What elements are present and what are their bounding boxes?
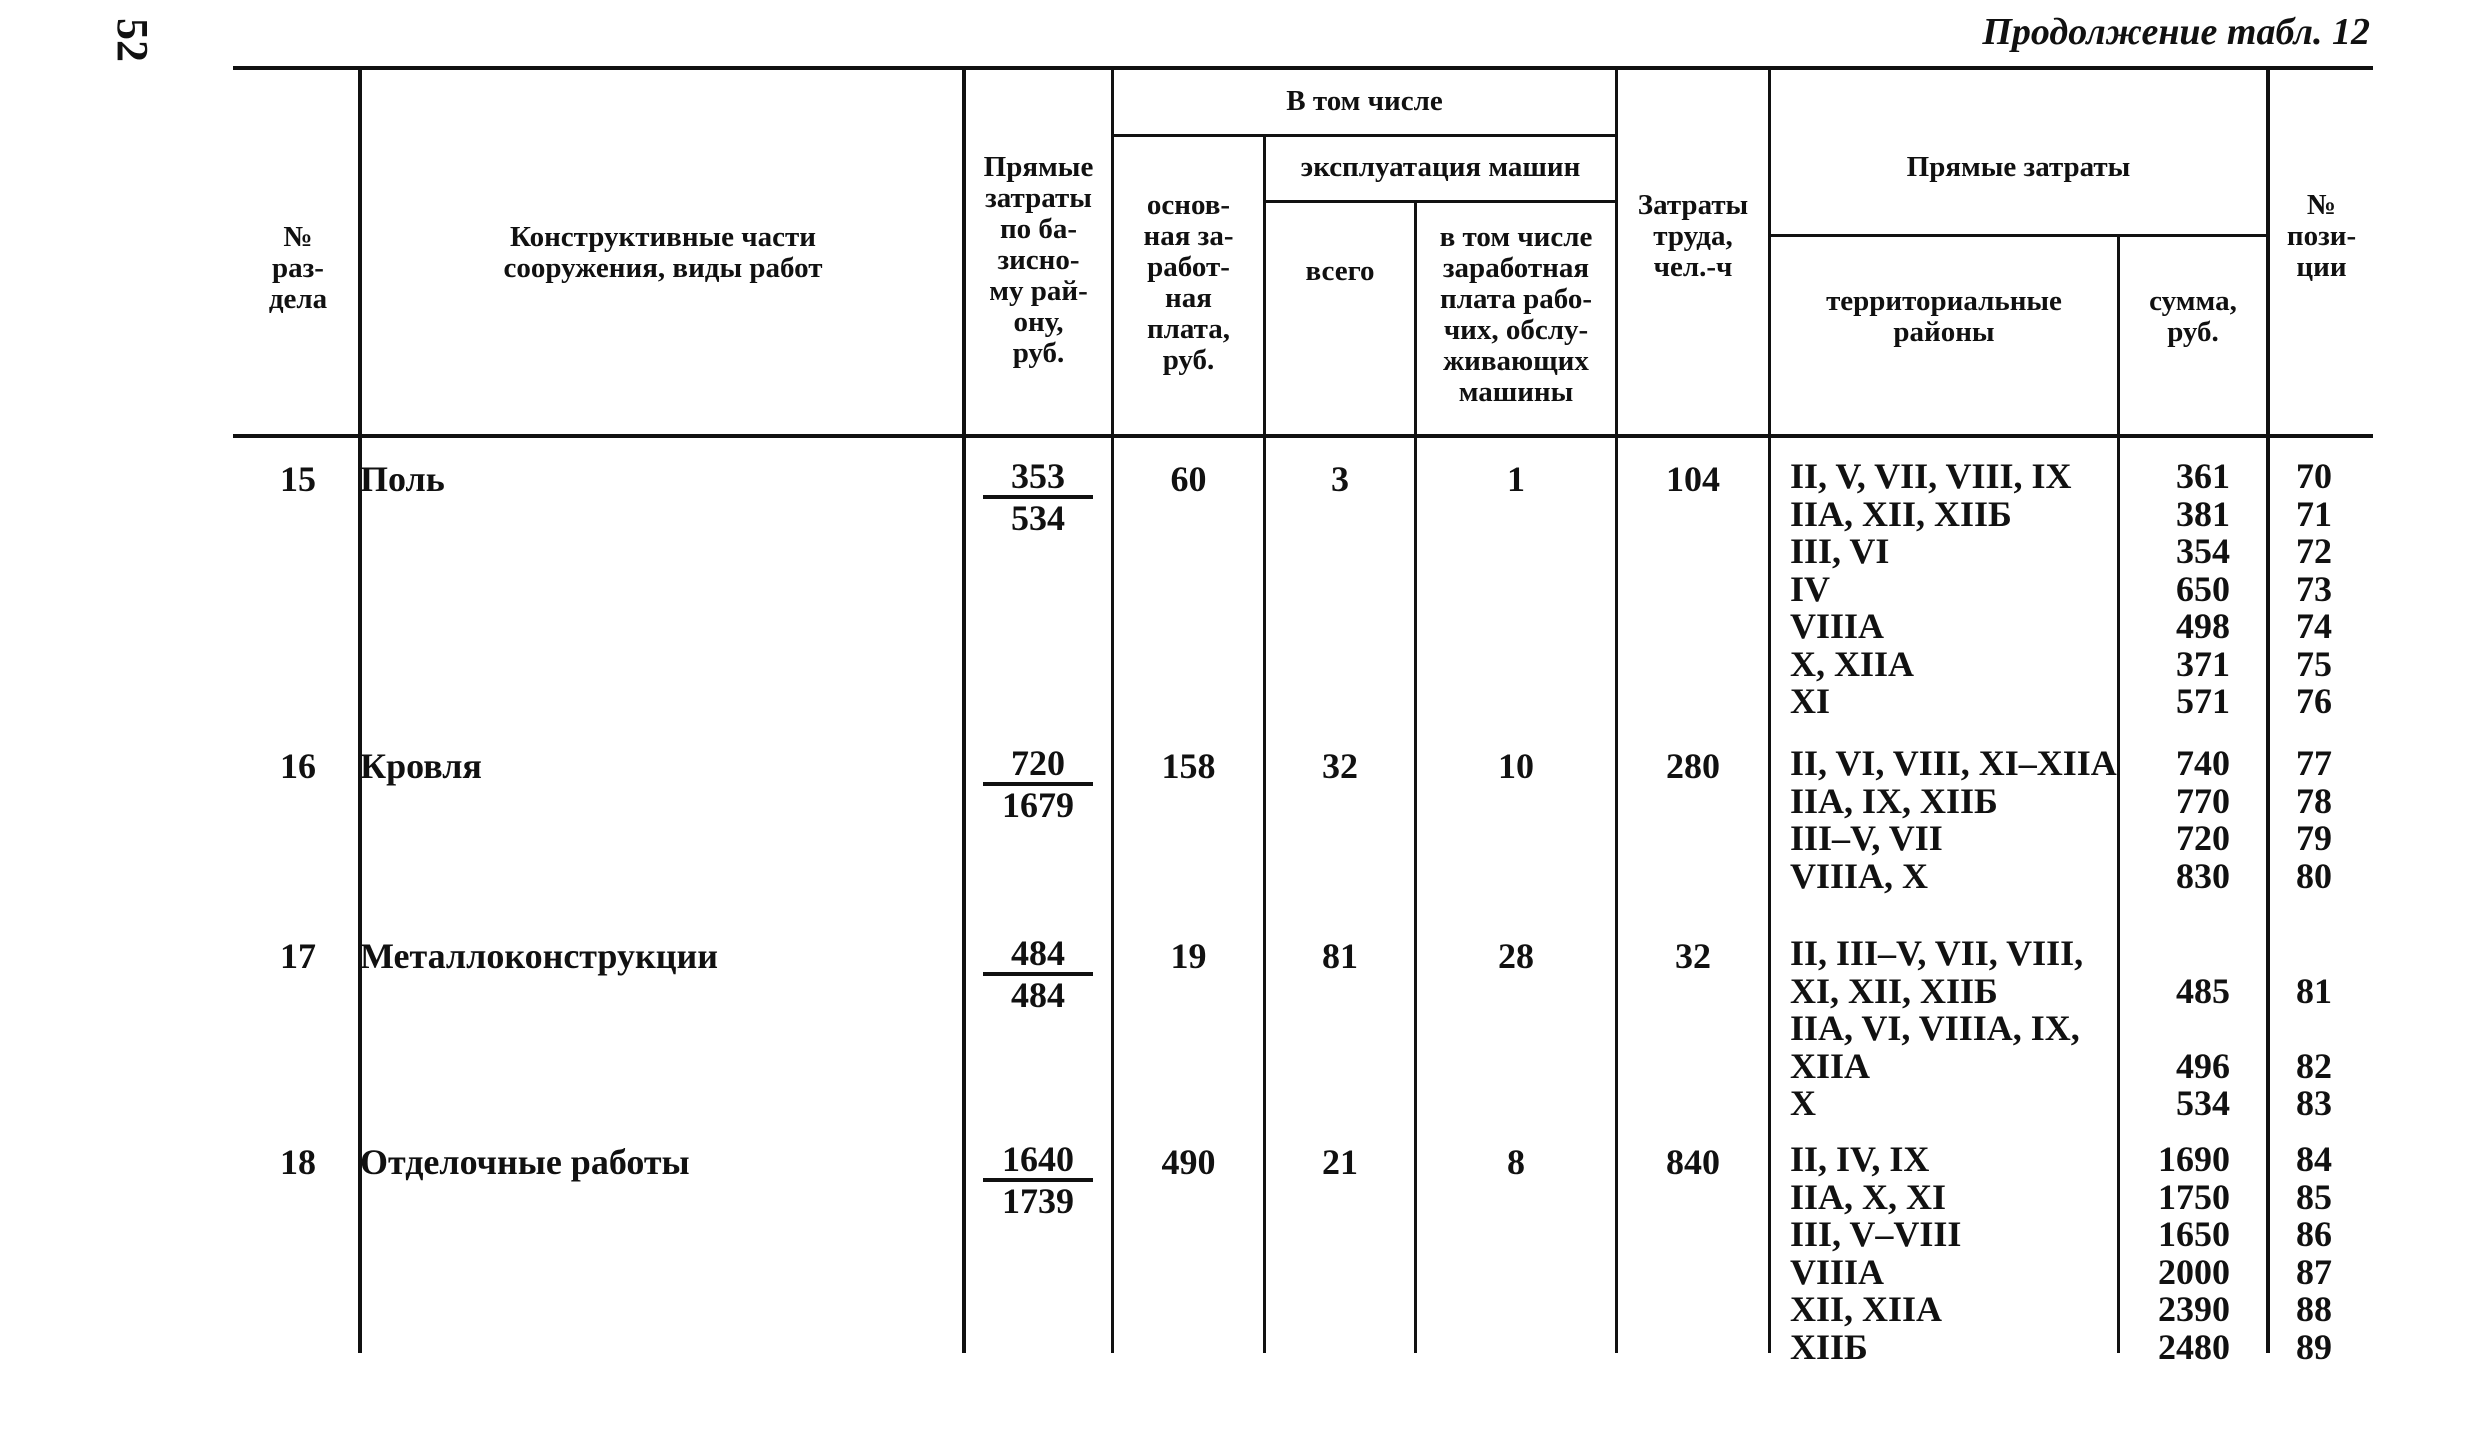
region-list: II, IV, IX IIA, X, XI III, V–VIII VIIIA XII, XIIA XIIБ — [1790, 1139, 1962, 1367]
operator-wages: 28 — [1498, 936, 1534, 976]
header-section-no: № раз- дела — [268, 221, 328, 315]
header-including: В том числе — [1286, 85, 1443, 117]
rule-including — [1113, 134, 1617, 137]
work-name: Металлоконструкции — [360, 936, 718, 976]
base-cost-denominator: 1679 — [1002, 785, 1074, 825]
section-number: 16 — [280, 746, 316, 786]
base-wages: 490 — [1161, 1142, 1216, 1182]
machine-total: 81 — [1322, 936, 1358, 976]
base-cost-fraction — [983, 934, 1093, 1014]
header-machine-operation: эксплуатация машин — [1300, 151, 1581, 183]
base-cost-fraction — [983, 1140, 1093, 1220]
section-number: 18 — [280, 1142, 316, 1182]
col-line-7 — [1768, 68, 1771, 1353]
machine-total: 3 — [1331, 459, 1349, 499]
labor-costs: 104 — [1666, 459, 1720, 499]
position-list: 77 78 79 80 — [2296, 743, 2332, 896]
sum-list: 740 770 720 830 — [2176, 743, 2230, 896]
base-wages: 158 — [1161, 746, 1216, 786]
base-cost-numerator: 720 — [983, 744, 1093, 786]
header-position-no: № пози- ции — [2286, 189, 2357, 283]
continuation-label: Продолжение табл. 12 — [1982, 11, 2370, 53]
base-cost-denominator: 484 — [1011, 975, 1065, 1015]
base-cost-denominator: 1739 — [1002, 1181, 1074, 1221]
base-cost-fraction — [983, 457, 1093, 537]
rule-direct-costs — [1770, 234, 2268, 237]
rule-machine — [1265, 200, 1617, 203]
base-wages: 19 — [1170, 936, 1207, 976]
sum-list: 361 381 354 650 498 371 571 — [2176, 456, 2230, 721]
operator-wages: 8 — [1507, 1142, 1525, 1182]
region-list: II, VI, VIII, XI–XIIA IIA, IX, XIIБ III–V, VII VIIIA, X — [1790, 743, 2117, 896]
page-number: 52 — [108, 18, 157, 62]
region-list: II, III–V, VII, VIII, XI, XII, XIIБ IIA, VI, VIIIA, IX, XIIA X — [1790, 933, 2084, 1123]
header-direct-costs-base: Прямые затраты по ба- зисно- му рай- ону, руб. — [983, 151, 1094, 369]
position-list: 84 85 86 87 88 89 — [2296, 1139, 2332, 1367]
labor-costs: 840 — [1666, 1142, 1720, 1182]
base-cost-denominator: 534 — [1011, 498, 1065, 538]
machine-total: 32 — [1322, 746, 1358, 786]
machine-total: 21 — [1322, 1142, 1358, 1182]
sum-list: 1690 1750 1650 2000 2390 2480 — [2158, 1139, 2230, 1367]
header-labor-costs: Затраты труда, чел.-ч — [1637, 189, 1749, 283]
header-sum-rub: сумма, руб. — [2149, 285, 2237, 348]
region-list: II, V, VII, VIII, IX IIA, XII, XIIБ III, VI IV VIIIA X, XIIA XI — [1790, 456, 2072, 721]
operator-wages: 1 — [1507, 459, 1525, 499]
header-structural-parts: Конструктивные части сооружения, виды работ — [503, 221, 823, 284]
sum-list: 485 496 534 — [2176, 970, 2230, 1123]
header-base-wages: основ- ная за- работ- ная плата, руб. — [1143, 189, 1234, 376]
section-number: 15 — [280, 459, 316, 499]
section-number: 17 — [280, 936, 316, 976]
labor-costs: 280 — [1666, 746, 1720, 786]
base-wages: 60 — [1170, 459, 1207, 499]
labor-costs: 32 — [1675, 936, 1711, 976]
base-cost-fraction — [983, 744, 1093, 824]
base-cost-numerator: 1640 — [983, 1140, 1093, 1182]
header-direct-costs: Прямые затраты — [1906, 151, 2131, 183]
header-machine-total: всего — [1305, 255, 1375, 287]
rule-header-bottom — [233, 434, 2373, 438]
work-name: Кровля — [360, 746, 482, 786]
base-cost-numerator: 484 — [983, 934, 1093, 976]
position-list: 70 71 72 73 74 75 76 — [2296, 456, 2332, 721]
position-list: 81 82 83 — [2296, 970, 2332, 1123]
base-cost-numerator: 353 — [983, 457, 1093, 499]
work-name: Поль — [360, 459, 445, 499]
rule-top — [233, 66, 2373, 70]
operator-wages: 10 — [1498, 746, 1534, 786]
header-operator-wages: в том числе заработная плата рабо- чих, обслу- живающих машины — [1439, 221, 1593, 408]
work-name: Отделочные работы — [360, 1142, 690, 1182]
header-territorial-regions: территориальные районы — [1826, 285, 2062, 348]
